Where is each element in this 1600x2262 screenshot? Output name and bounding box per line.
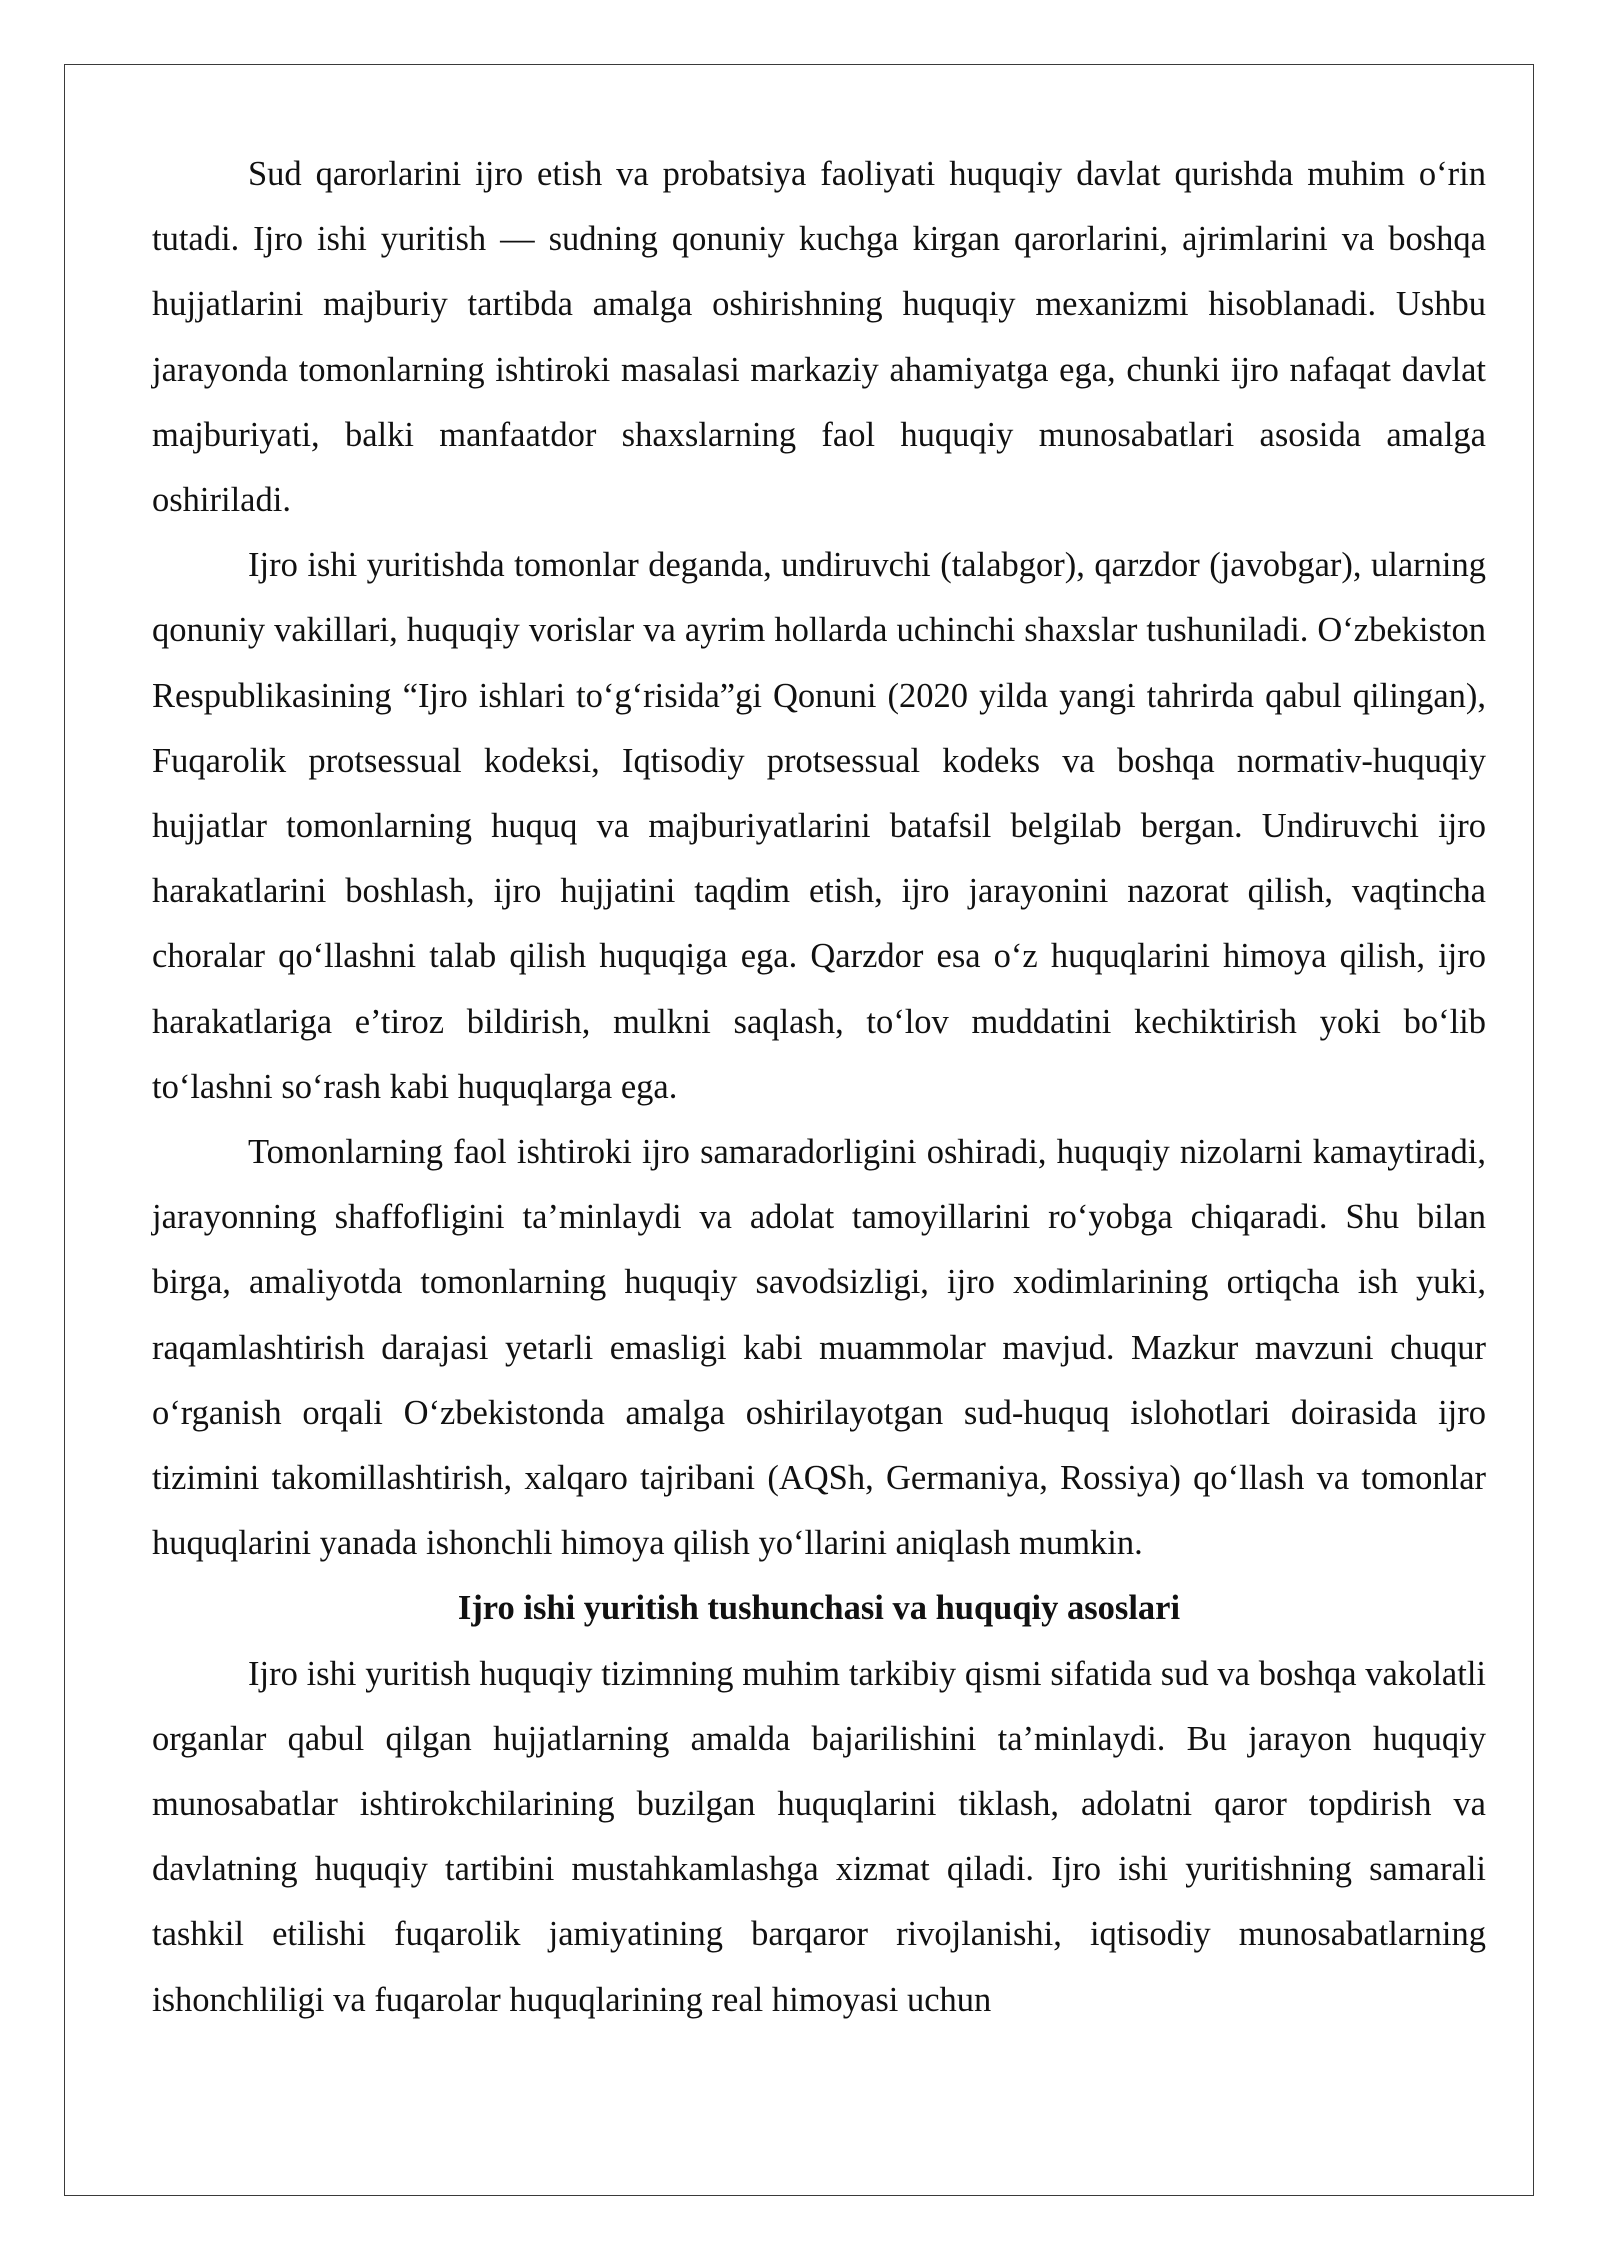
paragraph-intro-3: Tomonlarning faol ishtiroki ijro samaradorligini oshiradi, huquqiy nizolarni kamaytiradi, jarayonning shaffofligini ta’minlaydi va adolat tamoyillarini ro‘yobga chiqaradi. Shu bilan birga, amaliyotda tomonlarning huquqiy savodsizligi, ijro xodimlarining ortiqcha ish yuki, raqamlashtirish darajasi yetarli emasligi kabi muammolar mavjud. Mazkur mavzuni chuqur o‘rganish orqali O‘zbekistonda amalga oshirilayotgan sud-huquq islohotlari doirasida ijro tizimini takomillashtirish, xalqaro tajribani (AQSh, Germaniya, Rossiya) qo‘llash va tomonlar huquqlarini yanada ishonchli himoya qilish yo‘llarini aniqlash mumkin. [152,1133,1486,1563]
paragraph-section-1: Ijro ishi yuritish huquqiy tizimning muhim tarkibiy qismi sifatida sud va boshqa vakolatli organlar qabul qilgan hujjatlarning amalda bajarilishini ta’minlaydi. Bu jarayon huquqiy munosabatlar ishtirokchilarining buzilgan huquqlarini tiklash, adolatni qaror topdirish va davlatning huquqiy tartibini mustahkamlashga xizmat qiladi. Ijro ishi yuritishning samarali tashkil etilishi fuqarolik jamiyatining barqaror rivojlanishi, iqtisodiy munosabatlarning ishonchliligi va fuqarolar huquqlarining real himoyasi uchun [152,1654,1486,2019]
document-body [152,142,1486,2033]
section-heading: Ijro ishi yuritish tushunchasi va huquqiy asoslari [457,1589,1181,1628]
paragraph-intro-1: Sud qarorlarini ijro etish va probatsiya faoliyati huquqiy davlat qurishda muhim o‘rin tutadi. Ijro ishi yuritish — sudning qonuniy kuchga kirgan qarorlarini, ajrimlarini va boshqa hujjatlarini majburiy tartibda amalga oshirishning huquqiy mexanizmi hisoblanadi. Ushbu jarayonda tomonlarning ishtiroki masalasi markaziy ahamiyatga ega, chunki ijro nafaqat davlat majburiyati, balki manfaatdor shaxslarning faol huquqiy munosabatlari asosida amalga oshiriladi. [152,155,1486,520]
paragraph-intro-2: Ijro ishi yuritishda tomonlar deganda, undiruvchi (talabgor), qarzdor (javobgar), ularning qonuniy vakillari, huquqiy vorislar va ayrim hollarda uchinchi shaxslar tushuniladi. O‘zbekiston Respublikasining “Ijro ishlari to‘g‘risida”gi Qonuni (2020 yilda yangi tahrirda qabul qilingan), Fuqarolik protsessual kodeksi, Iqtisodiy protsessual kodeks va boshqa normativ-huquqiy hujjatlar tomonlarning huquq va majburiyatlarini batafsil belgilab bergan. Undiruvchi ijro harakatlarini boshlash, ijro hujjatini taqdim etish, ijro jarayonini nazorat qilish, vaqtincha choralar qo‘llashni talab qilish huquqiga ega. Qarzdor esa o‘z huquqlarini himoya qilish, ijro harakatlariga e’tiroz bildirish, mulkni saqlash, to‘lov muddatini kechiktirish yoki bo‘lib to‘lashni so‘rash kabi huquqlarga ega. [152,546,1486,1106]
